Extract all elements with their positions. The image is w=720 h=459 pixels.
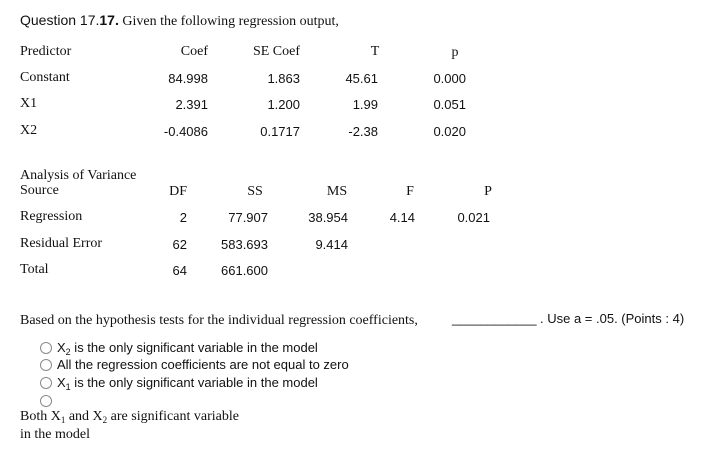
coef-header-coef: Coef	[180, 44, 208, 59]
option-1-label[interactable]	[57, 340, 318, 355]
coef-row-x1-t: 1.99	[352, 97, 378, 112]
option-3-sub: 1	[65, 382, 71, 392]
anova-title: Analysis of Variance	[20, 168, 137, 183]
option-4-label-line1[interactable]	[20, 409, 239, 425]
option-3-radio[interactable]	[40, 377, 52, 389]
option-4-sub1: 1	[60, 415, 66, 425]
option-3-label[interactable]	[57, 375, 318, 390]
anova-row-regression-p: 0.021	[457, 210, 490, 225]
option-4-sub2: 2	[102, 415, 108, 425]
option-2-radio[interactable]	[40, 359, 52, 371]
anova-header-p: P	[484, 184, 492, 199]
coef-header-p: p	[451, 45, 459, 60]
anova-header-ss: SS	[247, 184, 263, 199]
coef-header-t: T	[370, 44, 380, 59]
option-3-post: is the only significant variable in the model	[70, 375, 318, 390]
coef-row-constant-p: 0.000	[433, 71, 466, 86]
coef-row-x1-label: X1	[20, 96, 38, 111]
coef-header-se-coef: SE Coef	[252, 44, 300, 59]
coef-row-x2-p: 0.020	[433, 124, 466, 139]
coef-row-constant-coef: 84.998	[168, 71, 208, 86]
coef-row-x2-t: -2.38	[348, 124, 378, 139]
option-4-b: and X	[65, 409, 103, 424]
coef-row-x2-coef: -0.4086	[163, 124, 208, 139]
coef-row-constant-se: 1.863	[267, 71, 300, 86]
question-title	[20, 12, 339, 30]
anova-header-ms: MS	[326, 184, 348, 199]
question-number: 17	[99, 12, 115, 28]
question-prompt	[20, 311, 418, 329]
anova-row-residual-ms: 9.414	[315, 237, 348, 252]
prompt-suffix: . Use a = .05. (Points : 4)	[540, 311, 685, 326]
anova-header-df: DF	[169, 184, 187, 199]
coef-row-x1-se: 1.200	[267, 97, 300, 112]
option-1-post: is the only significant variable in the model	[70, 340, 318, 355]
anova-row-total-df: 64	[172, 263, 187, 278]
option-1-pre: X	[57, 340, 66, 355]
anova-row-regression-ss: 77.907	[228, 210, 268, 225]
option-4-c: are significant variable	[107, 409, 239, 424]
anova-row-regression-df: 2	[179, 210, 187, 225]
coef-row-constant-label: Constant	[20, 70, 70, 85]
option-1-radio[interactable]	[40, 342, 52, 354]
anova-row-residual-df: 62	[172, 237, 187, 252]
answer-blank: ____________	[452, 311, 537, 326]
option-2-pre: All the regression coefficients are not equal to zero	[57, 357, 349, 372]
option-4-radio[interactable]	[40, 395, 52, 407]
anova-row-regression-f: 4.14	[389, 210, 415, 225]
option-3-pre: X	[57, 375, 66, 390]
coef-header-predictor: Predictor	[20, 44, 72, 59]
question-number-dot: .	[114, 12, 119, 28]
anova-row-residual-label: Residual Error	[20, 236, 103, 251]
anova-row-total-label: Total	[20, 262, 49, 277]
coef-row-x2-se: 0.1717	[260, 124, 300, 139]
question-text: Given the following regression output,	[118, 14, 339, 29]
anova-row-total-ss: 661.600	[221, 263, 268, 278]
anova-header-f: F	[406, 184, 414, 199]
coef-row-x1-coef: 2.391	[175, 97, 208, 112]
question-label: Question 17.	[20, 12, 100, 28]
anova-row-regression-label: Regression	[20, 209, 83, 224]
prompt-text: Based on the hypothesis tests for the individual regression coefficients,	[20, 313, 418, 328]
coef-row-constant-t: 45.61	[345, 71, 378, 86]
anova-header-source: Source	[20, 183, 59, 198]
coef-row-x2-label: X2	[20, 123, 38, 138]
option-4-a: Both X	[20, 409, 61, 424]
option-2-label[interactable]	[57, 357, 349, 372]
coef-row-x1-p: 0.051	[433, 97, 466, 112]
anova-row-residual-ss: 583.693	[221, 237, 268, 252]
option-4-label-line2[interactable]: in the model	[20, 427, 90, 442]
anova-row-regression-ms: 38.954	[308, 210, 348, 225]
option-1-sub: 2	[65, 347, 71, 357]
